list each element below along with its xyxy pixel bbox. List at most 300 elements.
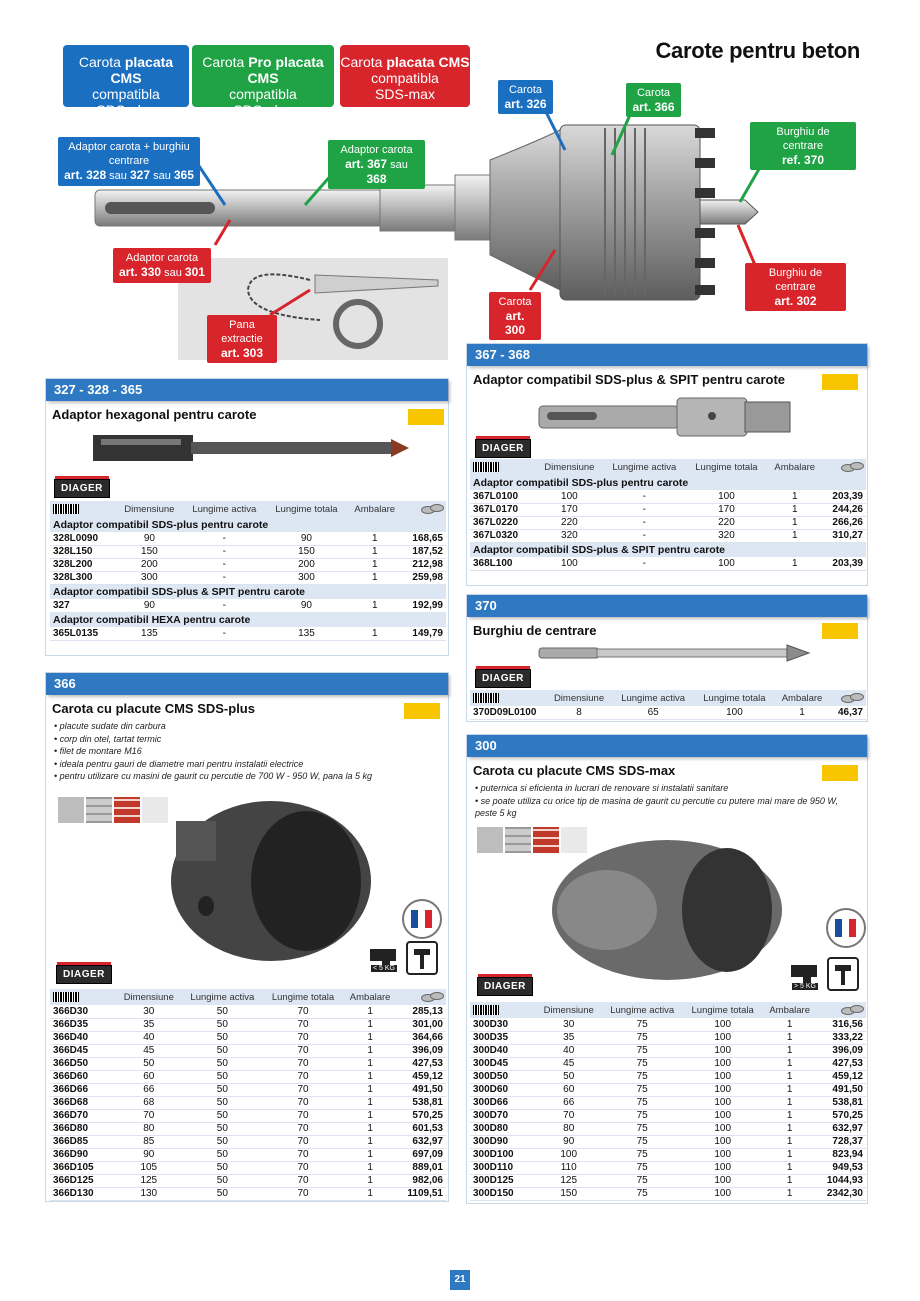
group-header: Adaptor compatibil SDS-plus & SPIT pentru carote (470, 542, 866, 557)
machine-weight-label: > 5 KG (794, 983, 816, 990)
price: 266,26 (822, 516, 866, 529)
active-length: 50 (182, 1096, 264, 1109)
packaging: 1 (343, 1005, 397, 1018)
total-length: 100 (683, 1109, 763, 1122)
feature-item: • placute sudate din carbura (54, 720, 440, 733)
total-length: 100 (683, 1096, 763, 1109)
packaging: 1 (343, 1044, 397, 1057)
table-row (470, 1109, 866, 1122)
product-code: 366D60 (50, 1070, 116, 1083)
table-row (50, 1096, 446, 1109)
table-366: Dimensiune Lungime activa Lungime totala Ambalare 366D30 30 50 70 1 285,13 366D35 35 50 70 1 301,00 366D40 40 50 70 1 364,66 366D45 45 50 70 1 396,09 366D50 50 50 70 1 427,53 366D60 60 50 70 1 459,12 366D66 66 50 70 1 491,50 366D68 68 50 70 1 538,81 366D70 70 50 70 1 570,25 366D80 80 50 70 1 601,53 366D85 85 50 70 1 632,97 366D90 90 50 70 1 697,09 366D105 105 50 70 1 889,01 366D125 125 50 70 1 982,06 366D130 130 50 70 1 1109,51 (50, 989, 446, 1201)
dimension: 105 (116, 1161, 182, 1174)
packaging: 1 (767, 490, 822, 503)
section-code: 366 (46, 673, 448, 695)
price: 949,53 (817, 1161, 866, 1174)
active-length: 75 (601, 1044, 682, 1057)
feature-item: • pentru utilizare cu masini de gaurit cu percutie de 700 W - 950 W, pana la 5 kg (54, 770, 440, 783)
price-tag (822, 765, 858, 781)
product-code: 300D30 (470, 1018, 536, 1031)
active-length: - (183, 532, 266, 545)
product-code: 366D45 (50, 1044, 116, 1057)
total-length: 70 (263, 1057, 343, 1070)
product-code: 368L100 (470, 557, 536, 570)
total-length: 70 (263, 1044, 343, 1057)
dimension: 130 (116, 1187, 182, 1200)
table-row (50, 1122, 446, 1135)
total-length: 90 (266, 599, 347, 612)
packaging: 1 (762, 1122, 816, 1135)
section-title: Adaptor compatibil SDS-plus & SPIT pentru carote (473, 372, 786, 387)
active-length: 50 (182, 1083, 264, 1096)
product-code: 366D50 (50, 1057, 116, 1070)
core-bit-366-image (146, 791, 376, 971)
table-row (50, 1109, 446, 1122)
total-length: 100 (683, 1122, 763, 1135)
dimension: 90 (536, 1135, 601, 1148)
active-length: 50 (182, 1031, 264, 1044)
table-367: Dimensiune Lungime activa Lungime totala Ambalare Adaptor compatibil SDS-plus pentru carote 367L0100 100 - 100 1 203,39 367L0170 170 - 170 1 244,26 367L0220 220 - 220 1 266,26 367L0320 320 - 320 1 310,27 Adaptor compatibil SDS-plus & SPIT pentru carote 368L100 100 - 100 1 203,39 (470, 459, 866, 571)
dimension: 85 (116, 1135, 182, 1148)
dimension: 300 (116, 571, 183, 584)
total-length: 70 (263, 1148, 343, 1161)
price: 601,53 (397, 1122, 446, 1135)
packaging: 1 (343, 1096, 397, 1109)
price: 538,81 (817, 1096, 866, 1109)
section-code: 327 - 328 - 365 (46, 379, 448, 401)
total-length: 220 (686, 516, 767, 529)
active-length: 75 (601, 1122, 682, 1135)
packaging: 1 (767, 529, 822, 542)
callout-adaptor-burghiu: Adaptor carota + burghiu centrare art. 328 sau 327 sau 365 (58, 137, 200, 186)
packaging: 1 (347, 627, 402, 640)
total-length: 70 (263, 1096, 343, 1109)
product-code: 328L0090 (50, 532, 116, 545)
barcode-icon (473, 462, 499, 472)
dimension: 170 (536, 503, 603, 516)
dimension: 70 (116, 1109, 182, 1122)
dimension: 125 (116, 1174, 182, 1187)
price-tag (408, 409, 444, 425)
packaging: 1 (343, 1135, 397, 1148)
price: 427,53 (397, 1057, 446, 1070)
table-row (470, 1018, 866, 1031)
packaging: 1 (767, 503, 822, 516)
price: 982,06 (397, 1174, 446, 1187)
block-material-icon (505, 827, 531, 853)
price: 310,27 (822, 529, 866, 542)
packaging: 1 (343, 1070, 397, 1083)
active-length: 50 (182, 1044, 264, 1057)
product-code: 300D110 (470, 1161, 536, 1174)
product-code: 366D35 (50, 1018, 116, 1031)
table-row (50, 1174, 446, 1187)
packaging: 1 (762, 1135, 816, 1148)
active-length: 75 (601, 1174, 682, 1187)
active-length: - (603, 529, 686, 542)
table-row (50, 571, 446, 584)
product-code: 367L0170 (470, 503, 536, 516)
active-length: 75 (601, 1161, 682, 1174)
dimension: 45 (116, 1044, 182, 1057)
total-length: 70 (263, 1031, 343, 1044)
group-header: Adaptor compatibil SDS-plus & SPIT pentru carote (50, 584, 446, 599)
dimension: 70 (536, 1109, 601, 1122)
product-code: 327 (50, 599, 116, 612)
dimension: 35 (116, 1018, 182, 1031)
packaging: 1 (767, 557, 822, 570)
table-row (470, 1083, 866, 1096)
group-header: Adaptor compatibil HEXA pentru carote (50, 612, 446, 627)
dimension: 30 (536, 1018, 601, 1031)
dimension: 35 (536, 1031, 601, 1044)
diager-logo: DIAGER (54, 479, 110, 498)
table-row (50, 532, 446, 545)
product-code: 366D85 (50, 1135, 116, 1148)
price: 728,37 (817, 1135, 866, 1148)
price: 364,66 (397, 1031, 446, 1044)
diager-logo: DIAGER (477, 977, 533, 996)
total-length: 100 (683, 1031, 763, 1044)
total-length: 100 (683, 1070, 763, 1083)
packaging: 1 (343, 1148, 397, 1161)
total-length: 100 (683, 1135, 763, 1148)
product-code: 367L0220 (470, 516, 536, 529)
diager-logo: DIAGER (56, 965, 112, 984)
price: 203,39 (822, 490, 866, 503)
total-length: 100 (683, 1187, 763, 1200)
active-length: - (603, 503, 686, 516)
packaging: 1 (343, 1161, 397, 1174)
price: 697,09 (397, 1148, 446, 1161)
product-code: 300D100 (470, 1148, 536, 1161)
diager-logo: DIAGER (475, 439, 531, 458)
active-length: 50 (182, 1148, 264, 1161)
product-code: 300D60 (470, 1083, 536, 1096)
callout-adaptor-367: Adaptor carota art. 367 sau 368 (328, 140, 425, 189)
total-length: 100 (683, 1148, 763, 1161)
product-code: 300D50 (470, 1070, 536, 1083)
table-row (470, 1070, 866, 1083)
price: 259,98 (402, 571, 446, 584)
table-row (50, 599, 446, 612)
table-row (50, 1070, 446, 1083)
price: 491,50 (397, 1083, 446, 1096)
table-row (470, 1161, 866, 1174)
total-length: 100 (683, 1044, 763, 1057)
product-code: 367L0320 (470, 529, 536, 542)
legend-pro-sds-plus: Carota Pro placata CMS compatibla SDS-plus (192, 45, 334, 107)
product-code: 370D09L0100 (470, 706, 546, 719)
price: 46,37 (829, 706, 866, 719)
dimension: 100 (536, 490, 603, 503)
france-quality-icon (825, 907, 867, 949)
total-length: 320 (686, 529, 767, 542)
price: 316,56 (817, 1018, 866, 1031)
callout-burghiu-370: Burghiu de centrare ref. 370 (750, 122, 856, 170)
callout-adaptor-330: Adaptor carota art. 330 sau 301 (113, 248, 211, 283)
packaging: 1 (343, 1057, 397, 1070)
active-length: 75 (601, 1057, 682, 1070)
product-code: 366D30 (50, 1005, 116, 1018)
hex-adaptor-image (91, 427, 411, 467)
active-length: - (603, 557, 686, 570)
dimension: 150 (536, 1187, 601, 1200)
section-title: Carota cu placute CMS SDS-max (473, 763, 676, 778)
packaging: 1 (775, 706, 830, 719)
table-row (470, 1031, 866, 1044)
france-quality-icon (401, 898, 443, 940)
price: 212,98 (402, 558, 446, 571)
barcode-icon (53, 992, 79, 1002)
table-row (470, 1057, 866, 1070)
total-length: 100 (683, 1161, 763, 1174)
table-row (50, 1057, 446, 1070)
packaging: 1 (762, 1083, 816, 1096)
packaging: 1 (762, 1070, 816, 1083)
total-length: 100 (683, 1174, 763, 1187)
callout-carota-300: Carota art. 300 (489, 292, 541, 340)
table-row (470, 503, 866, 516)
active-length: 50 (182, 1005, 264, 1018)
packaging: 1 (343, 1122, 397, 1135)
active-length: 75 (601, 1018, 682, 1031)
sds-adaptor-image (537, 392, 797, 442)
dimension: 320 (536, 529, 603, 542)
packaging: 1 (343, 1018, 397, 1031)
packaging: 1 (343, 1187, 397, 1200)
feature-list (467, 780, 867, 822)
price-tag (822, 374, 858, 390)
price: 570,25 (397, 1109, 446, 1122)
price: 396,09 (817, 1044, 866, 1057)
total-length: 100 (683, 1083, 763, 1096)
table-row (470, 1187, 866, 1200)
total-length: 70 (263, 1109, 343, 1122)
price: 301,00 (397, 1018, 446, 1031)
price-icon (421, 991, 443, 1001)
dimension: 125 (536, 1174, 601, 1187)
centering-drill-image (537, 641, 817, 665)
price: 459,12 (817, 1070, 866, 1083)
concrete-material-icon (58, 797, 84, 823)
product-code: 300D150 (470, 1187, 536, 1200)
active-length: 50 (182, 1161, 264, 1174)
table-row (50, 1083, 446, 1096)
price: 2342,30 (817, 1187, 866, 1200)
product-code: 366D40 (50, 1031, 116, 1044)
dimension: 50 (536, 1070, 601, 1083)
price: 1109,51 (397, 1187, 446, 1200)
price: 285,13 (397, 1005, 446, 1018)
section-code: 367 - 368 (467, 344, 867, 366)
dimension: 100 (536, 557, 603, 570)
dimension: 40 (536, 1044, 601, 1057)
active-length: 50 (182, 1122, 264, 1135)
dimension: 200 (116, 558, 183, 571)
hammer-mode-icon (406, 941, 438, 975)
barcode-icon (53, 504, 79, 514)
callout-pana-303: Pana extractie art. 303 (207, 315, 277, 363)
total-length: 70 (263, 1122, 343, 1135)
product-code: 366D80 (50, 1122, 116, 1135)
section-code: 300 (467, 735, 867, 757)
packaging: 1 (347, 545, 402, 558)
table-row (470, 557, 866, 570)
table-row (50, 545, 446, 558)
total-length: 70 (263, 1187, 343, 1200)
legend-sds-max: Carota placata CMS compatibla SDS-max (340, 45, 470, 107)
product-code: 300D70 (470, 1109, 536, 1122)
price: 244,26 (822, 503, 866, 516)
total-length: 150 (266, 545, 347, 558)
total-length: 135 (266, 627, 347, 640)
price: 187,52 (402, 545, 446, 558)
total-length: 70 (263, 1005, 343, 1018)
product-code: 300D66 (470, 1096, 536, 1109)
table-row (50, 1161, 446, 1174)
dimension: 40 (116, 1031, 182, 1044)
table-row (470, 1044, 866, 1057)
active-length: 75 (601, 1096, 682, 1109)
dimension: 68 (116, 1096, 182, 1109)
packaging: 1 (343, 1031, 397, 1044)
dimension: 135 (116, 627, 183, 640)
callout-carota-326: Carota art. 326 (498, 80, 553, 114)
price: 396,09 (397, 1044, 446, 1057)
dimension: 110 (536, 1161, 601, 1174)
price: 203,39 (822, 557, 866, 570)
price: 570,25 (817, 1109, 866, 1122)
total-length: 70 (263, 1018, 343, 1031)
packaging: 1 (347, 571, 402, 584)
price-tag (822, 623, 858, 639)
product-code: 367L0100 (470, 490, 536, 503)
callout-carota-366: Carota art. 366 (626, 83, 681, 117)
packaging: 1 (762, 1018, 816, 1031)
table-row (50, 1187, 446, 1200)
total-length: 100 (683, 1057, 763, 1070)
active-length: - (603, 490, 686, 503)
table-row (470, 706, 866, 719)
table-370: Dimensiune Lungime activa Lungime totala Ambalare 370D09L0100 8 65 100 1 46,37 (470, 690, 866, 720)
packaging: 1 (762, 1031, 816, 1044)
active-length: 75 (601, 1109, 682, 1122)
feature-list (46, 718, 448, 785)
group-header: Adaptor compatibil SDS-plus pentru carote (470, 475, 866, 490)
block-material-icon (86, 797, 112, 823)
dimension: 80 (116, 1122, 182, 1135)
table-row (50, 1031, 446, 1044)
product-code: 300D35 (470, 1031, 536, 1044)
active-length: - (183, 558, 266, 571)
dimension: 90 (116, 532, 183, 545)
total-length: 90 (266, 532, 347, 545)
price: 192,99 (402, 599, 446, 612)
price: 889,01 (397, 1161, 446, 1174)
active-length: 75 (601, 1070, 682, 1083)
active-length: 50 (182, 1070, 264, 1083)
concrete-material-icon (477, 827, 503, 853)
active-length: 75 (601, 1148, 682, 1161)
product-code: 300D40 (470, 1044, 536, 1057)
price-tag (404, 703, 440, 719)
active-length: 75 (601, 1083, 682, 1096)
dimension: 80 (536, 1122, 601, 1135)
packaging: 1 (343, 1109, 397, 1122)
price: 168,65 (402, 532, 446, 545)
price-icon (421, 503, 443, 513)
product-code: 300D45 (470, 1057, 536, 1070)
section-title: Burghiu de centrare (473, 623, 597, 638)
product-code: 366D130 (50, 1187, 116, 1200)
total-length: 100 (686, 490, 767, 503)
price-icon (841, 461, 863, 471)
total-length: 70 (263, 1174, 343, 1187)
dimension: 220 (536, 516, 603, 529)
active-length: 50 (182, 1174, 264, 1187)
barcode-icon (473, 1005, 499, 1015)
brick-material-icon (114, 797, 140, 823)
table-row (470, 1148, 866, 1161)
table-row (470, 490, 866, 503)
dimension: 30 (116, 1005, 182, 1018)
packaging: 1 (762, 1161, 816, 1174)
price: 491,50 (817, 1083, 866, 1096)
price: 538,81 (397, 1096, 446, 1109)
group-header: Adaptor compatibil SDS-plus pentru carote (50, 517, 446, 532)
packaging: 1 (347, 558, 402, 571)
machine-weight-label: < 5 KG (373, 965, 395, 972)
active-length: 75 (601, 1187, 682, 1200)
packaging: 1 (762, 1096, 816, 1109)
price: 1044,93 (817, 1174, 866, 1187)
table-327: Dimensiune Lungime activa Lungime totala Ambalare Adaptor compatibil SDS-plus pentru carote 328L0090 90 - 90 1 168,65 328L150 150 - 150 1 187,52 328L200 200 - 200 1 212,98 328L300 300 - 300 1 259,98 Adaptor compatibil SDS-plus & SPIT pentru carote 327 90 - 90 1 192,99 Adaptor compatibil HEXA pentru carote 365L0135 135 - 135 1 149,79 (50, 501, 446, 641)
table-row (50, 1148, 446, 1161)
price: 459,12 (397, 1070, 446, 1083)
dimension: 60 (116, 1070, 182, 1083)
active-length: - (183, 545, 266, 558)
packaging: 1 (762, 1044, 816, 1057)
table-row (470, 529, 866, 542)
price-icon (841, 1004, 863, 1014)
active-length: 50 (182, 1057, 264, 1070)
table-row (470, 1174, 866, 1187)
callout-burghiu-302: Burghiu de centrare art. 302 (745, 263, 846, 311)
active-length: 75 (601, 1135, 682, 1148)
price-icon (841, 692, 863, 702)
feature-item: • se poate utiliza cu orice tip de masina de gaurit cu percutie cu putere mai mare de 950 W, peste 5 kg (475, 795, 859, 820)
dimension: 100 (536, 1148, 601, 1161)
table-row (470, 1135, 866, 1148)
table-row (470, 1122, 866, 1135)
diager-logo: DIAGER (475, 669, 531, 688)
price: 149,79 (402, 627, 446, 640)
price: 632,97 (817, 1122, 866, 1135)
packaging: 1 (762, 1174, 816, 1187)
product-code: 366D66 (50, 1083, 116, 1096)
dimension: 150 (116, 545, 183, 558)
table-row (50, 1018, 446, 1031)
total-length: 70 (263, 1070, 343, 1083)
active-length: 50 (182, 1135, 264, 1148)
product-code: 365L0135 (50, 627, 116, 640)
total-length: 100 (683, 1018, 763, 1031)
dimension: 66 (536, 1096, 601, 1109)
dimension: 8 (546, 706, 612, 719)
dimension: 60 (536, 1083, 601, 1096)
page-title: Carote pentru beton (655, 38, 860, 63)
